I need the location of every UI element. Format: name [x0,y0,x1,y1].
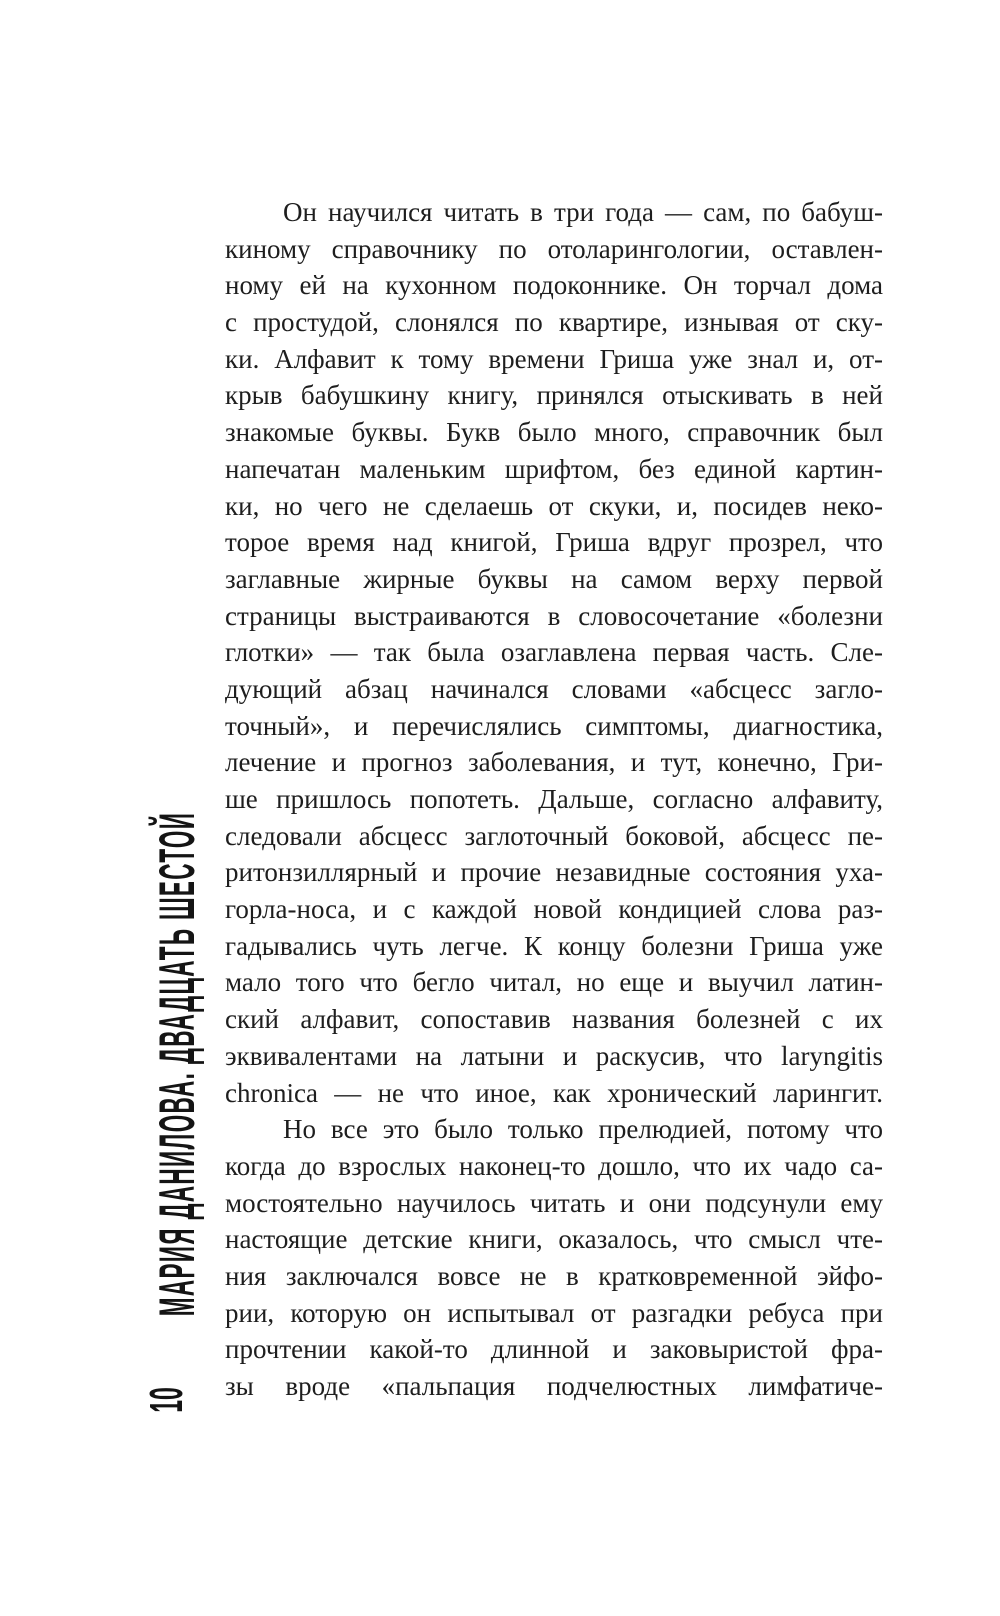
text-line: точный», и перечислялись симптомы, диагностика, [225,710,883,741]
text-line: страницы выстраиваются в словосочетание «болезни [225,600,883,631]
text-line: прочтении какой-то длинной и заковыристой фра- [225,1334,883,1365]
text-line: рии, которую он испытывал от разгадки ребуса при [225,1297,883,1328]
text-line: эквивалентами на латыни и раскусив, что laryngitis [225,1040,883,1071]
text-line: ки. Алфавит к тому времени Гриша уже знал и, от- [225,343,883,374]
text-line: мостоятельно научилось читать и они подсунули ему [225,1187,883,1218]
text-line: chronica — не что иное, как хронический ларингит. [225,1077,883,1108]
text-line: крыв бабушкину книгу, принялся отыскивать в ней [225,380,883,411]
text-line: настоящие детские книги, оказалось, что смысл чте- [225,1224,883,1255]
running-title: МАРИЯ ДАНИЛОВА. ДВАДЦАТЬ ШЕСТОЙ [149,811,205,1317]
text-line: с простудой, слонялся по квартире, изнывая от ску- [225,307,883,338]
page-number: 10 [140,1387,192,1413]
text-line: киному справочнику по отоларингологии, оставлен- [225,233,883,264]
text-line: зы вроде «пальпация подчелюстных лимфатиче- [225,1371,883,1401]
text-line: горла-носа, и с каждой новой кондицией слова раз- [225,894,883,925]
text-line: мало того что бегло читал, но еще и выучил латин- [225,967,883,998]
text-line: Но все это было только прелюдией, потому что [283,1114,883,1145]
text-line: ки, но чего не сделаешь от скуки, и, посидев неко- [225,490,883,521]
text-line: заглавные жирные буквы на самом верху первой [225,563,883,594]
body-text [225,194,883,1405]
text-line: следовали абсцесс заглоточный боковой, абсцесс пе- [225,820,883,851]
text-line: лечение и прогноз заболевания, и тут, конечно, Гри- [225,747,883,778]
text-line: знакомые буквы. Букв было много, справочник был [225,417,883,448]
text-line: торое время над книгой, Гриша вдруг прозрел, что [225,527,883,558]
text-line: Он научился читать в три года — сам, по бабуш- [283,197,883,227]
text-line: ния заключался вовсе не в кратковременной эйфо- [225,1260,883,1291]
text-line: ский алфавит, сопоставив названия болезней с их [225,1004,883,1035]
text-line: ритонзиллярный и прочие незавидные состояния уха- [225,857,883,888]
text-line: дующий абзац начинался словами «абсцесс загло- [225,673,883,704]
text-line: гадывались чуть легче. К концу болезни Гриша уже [225,930,883,961]
text-line: глотки» — так была озаглавлена первая часть. Сле- [225,637,883,668]
text-line: когда до взрослых наконец-то дошло, что их чадо са- [225,1150,883,1181]
text-line: напечатан маленьким шрифтом, без единой картин- [225,453,883,484]
text-line: ному ей на кухонном подоконнике. Он торчал дома [225,270,883,301]
text-line: ше пришлось попотеть. Дальше, согласно алфавиту, [225,784,883,814]
